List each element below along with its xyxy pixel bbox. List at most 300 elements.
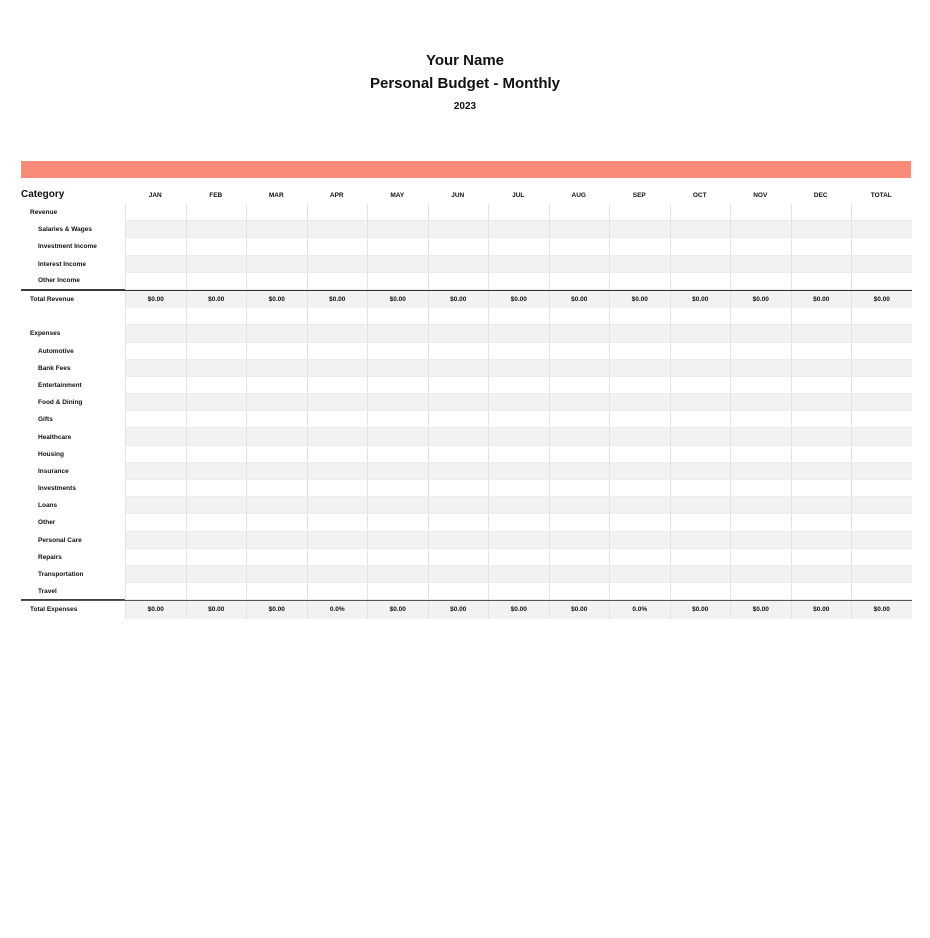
- cell-aug[interactable]: [549, 446, 610, 463]
- cell-oct[interactable]: [670, 463, 731, 480]
- cell-feb[interactable]: [186, 428, 247, 445]
- cell-apr[interactable]: [307, 360, 368, 377]
- cell-oct[interactable]: [670, 480, 731, 497]
- cell-dec[interactable]: [791, 549, 852, 566]
- cell-feb[interactable]: [186, 360, 247, 377]
- cell-sep[interactable]: [609, 360, 670, 377]
- cell-nov[interactable]: [730, 497, 791, 514]
- cell-may[interactable]: [367, 394, 428, 411]
- cell-oct[interactable]: [670, 428, 731, 445]
- cell-jun[interactable]: [428, 583, 489, 600]
- cell-jun[interactable]: [428, 446, 489, 463]
- cell-apr[interactable]: [307, 549, 368, 566]
- cell-jan[interactable]: [125, 360, 186, 377]
- cell-feb[interactable]: [186, 238, 247, 255]
- cell-total[interactable]: [851, 238, 912, 255]
- expense-item-row: [21, 583, 912, 600]
- cell-feb[interactable]: [186, 532, 247, 549]
- cell-dec[interactable]: [791, 497, 852, 514]
- cell-aug[interactable]: [549, 238, 610, 255]
- cell-oct[interactable]: [670, 394, 731, 411]
- cell-jan[interactable]: [125, 221, 186, 238]
- cell-apr[interactable]: [307, 411, 368, 428]
- cell-aug[interactable]: [549, 273, 610, 290]
- cell-dec[interactable]: [791, 325, 852, 342]
- cell-apr[interactable]: [307, 343, 368, 360]
- expense-item-row-label: Healthcare: [38, 433, 72, 441]
- cell-dec[interactable]: [791, 394, 852, 411]
- cell-total[interactable]: [851, 566, 912, 583]
- cell-aug[interactable]: [549, 411, 610, 428]
- cell-jun[interactable]: [428, 480, 489, 497]
- cell-total[interactable]: [851, 514, 912, 531]
- cell-sep[interactable]: [609, 325, 670, 342]
- cell-oct[interactable]: [670, 325, 731, 342]
- cell-jul[interactable]: [488, 221, 549, 238]
- total-revenue-sep: $0.00: [609, 291, 670, 308]
- cell-oct[interactable]: [670, 411, 731, 428]
- cell-jul[interactable]: [488, 497, 549, 514]
- cell-mar[interactable]: [246, 549, 307, 566]
- cell-mar[interactable]: [246, 325, 307, 342]
- cell-apr[interactable]: [307, 514, 368, 531]
- cell-feb[interactable]: [186, 446, 247, 463]
- cell-jun[interactable]: [428, 360, 489, 377]
- total-revenue-apr: $0.00: [307, 291, 368, 308]
- cell-jan[interactable]: [125, 583, 186, 600]
- cell-jul[interactable]: [488, 549, 549, 566]
- cell-oct[interactable]: [670, 343, 731, 360]
- cell-mar[interactable]: [246, 360, 307, 377]
- cell-dec[interactable]: [791, 273, 852, 290]
- cell-sep[interactable]: [609, 377, 670, 394]
- cell-aug[interactable]: [549, 463, 610, 480]
- cell-oct[interactable]: [670, 549, 731, 566]
- cell-apr[interactable]: [307, 463, 368, 480]
- cell-mar[interactable]: [246, 446, 307, 463]
- cell-aug[interactable]: [549, 514, 610, 531]
- cell-oct[interactable]: [670, 273, 731, 290]
- cell-jan[interactable]: [125, 566, 186, 583]
- cell-total[interactable]: [851, 411, 912, 428]
- cell-mar[interactable]: [246, 204, 307, 221]
- cell-apr[interactable]: [307, 325, 368, 342]
- cell-mar[interactable]: [246, 463, 307, 480]
- cell-jul[interactable]: [488, 446, 549, 463]
- cell-total[interactable]: [851, 428, 912, 445]
- month-header-dec: DEC: [813, 192, 828, 199]
- cell-aug[interactable]: [549, 221, 610, 238]
- cell-apr[interactable]: [307, 583, 368, 600]
- cell-dec[interactable]: [791, 411, 852, 428]
- cell-apr[interactable]: [307, 204, 368, 221]
- cell-total[interactable]: [851, 583, 912, 600]
- expense-item-row-label: Insurance: [38, 467, 69, 475]
- cell-mar[interactable]: [246, 428, 307, 445]
- cell-total[interactable]: [851, 394, 912, 411]
- cell-jan[interactable]: [125, 238, 186, 255]
- cell-dec[interactable]: [791, 360, 852, 377]
- cell-feb[interactable]: [186, 377, 247, 394]
- cell-feb[interactable]: [186, 497, 247, 514]
- cell-feb[interactable]: [186, 256, 247, 273]
- cell-jul[interactable]: [488, 308, 549, 325]
- cell-may[interactable]: [367, 463, 428, 480]
- cell-total[interactable]: [851, 256, 912, 273]
- cell-jun[interactable]: [428, 497, 489, 514]
- cell-nov[interactable]: [730, 221, 791, 238]
- cell-apr[interactable]: [307, 446, 368, 463]
- cell-may[interactable]: [367, 514, 428, 531]
- cell-oct[interactable]: [670, 566, 731, 583]
- cell-sep[interactable]: [609, 532, 670, 549]
- cell-sep[interactable]: [609, 273, 670, 290]
- cell-nov[interactable]: [730, 204, 791, 221]
- cell-apr[interactable]: [307, 238, 368, 255]
- cell-mar[interactable]: [246, 221, 307, 238]
- cell-dec[interactable]: [791, 583, 852, 600]
- cell-total[interactable]: [851, 325, 912, 342]
- cell-dec[interactable]: [791, 308, 852, 325]
- cell-jan[interactable]: [125, 428, 186, 445]
- cell-may[interactable]: [367, 566, 428, 583]
- cell-nov[interactable]: [730, 566, 791, 583]
- cell-feb[interactable]: [186, 394, 247, 411]
- cell-apr[interactable]: [307, 532, 368, 549]
- cell-jun[interactable]: [428, 308, 489, 325]
- cell-oct[interactable]: [670, 360, 731, 377]
- cell-jun[interactable]: [428, 463, 489, 480]
- cell-sep[interactable]: [609, 446, 670, 463]
- cell-jul[interactable]: [488, 343, 549, 360]
- cell-sep[interactable]: [609, 204, 670, 221]
- cell-aug[interactable]: [549, 360, 610, 377]
- cell-may[interactable]: [367, 480, 428, 497]
- cell-mar[interactable]: [246, 394, 307, 411]
- cell-apr[interactable]: [307, 428, 368, 445]
- cell-feb[interactable]: [186, 463, 247, 480]
- cell-aug[interactable]: [549, 394, 610, 411]
- cell-sep[interactable]: [609, 238, 670, 255]
- cell-jun[interactable]: [428, 273, 489, 290]
- cell-may[interactable]: [367, 360, 428, 377]
- cell-jul[interactable]: [488, 411, 549, 428]
- cell-nov[interactable]: [730, 308, 791, 325]
- cell-may[interactable]: [367, 532, 428, 549]
- cell-mar[interactable]: [246, 273, 307, 290]
- cell-jul[interactable]: [488, 377, 549, 394]
- expense-item-row: [21, 480, 912, 497]
- cell-nov[interactable]: [730, 549, 791, 566]
- cell-nov[interactable]: [730, 325, 791, 342]
- cell-apr[interactable]: [307, 273, 368, 290]
- cell-jun[interactable]: [428, 238, 489, 255]
- cell-nov[interactable]: [730, 428, 791, 445]
- cell-jun[interactable]: [428, 394, 489, 411]
- cell-may[interactable]: [367, 238, 428, 255]
- total-revenue-nov: $0.00: [730, 291, 791, 308]
- cell-jan[interactable]: [125, 497, 186, 514]
- cell-apr[interactable]: [307, 480, 368, 497]
- cell-feb[interactable]: [186, 221, 247, 238]
- cell-sep[interactable]: [609, 497, 670, 514]
- cell-aug[interactable]: [549, 480, 610, 497]
- cell-total[interactable]: [851, 343, 912, 360]
- cell-jan[interactable]: [125, 514, 186, 531]
- cell-nov[interactable]: [730, 446, 791, 463]
- cell-sep[interactable]: [609, 411, 670, 428]
- cell-total[interactable]: [851, 446, 912, 463]
- cell-total[interactable]: [851, 221, 912, 238]
- cell-jan[interactable]: [125, 549, 186, 566]
- cell-may[interactable]: [367, 221, 428, 238]
- cell-jan[interactable]: [125, 273, 186, 290]
- cell-jul[interactable]: [488, 256, 549, 273]
- cell-dec[interactable]: [791, 377, 852, 394]
- cell-oct[interactable]: [670, 238, 731, 255]
- cell-may[interactable]: [367, 325, 428, 342]
- cell-sep[interactable]: [609, 549, 670, 566]
- cell-jun[interactable]: [428, 221, 489, 238]
- cell-mar[interactable]: [246, 238, 307, 255]
- cell-oct[interactable]: [670, 308, 731, 325]
- cell-jul[interactable]: [488, 480, 549, 497]
- cell-dec[interactable]: [791, 480, 852, 497]
- cell-jul[interactable]: [488, 325, 549, 342]
- cell-total[interactable]: [851, 480, 912, 497]
- cell-jun[interactable]: [428, 343, 489, 360]
- cell-jun[interactable]: [428, 377, 489, 394]
- cell-jul[interactable]: [488, 514, 549, 531]
- cell-sep[interactable]: [609, 221, 670, 238]
- cell-nov[interactable]: [730, 377, 791, 394]
- month-header-feb: FEB: [209, 192, 223, 199]
- cell-total[interactable]: [851, 497, 912, 514]
- cell-nov[interactable]: [730, 256, 791, 273]
- cell-apr[interactable]: [307, 256, 368, 273]
- cell-jul[interactable]: [488, 238, 549, 255]
- cell-feb[interactable]: [186, 566, 247, 583]
- cell-mar[interactable]: [246, 583, 307, 600]
- cell-sep[interactable]: [609, 480, 670, 497]
- cell-apr[interactable]: [307, 221, 368, 238]
- cell-jul[interactable]: [488, 583, 549, 600]
- cell-mar[interactable]: [246, 514, 307, 531]
- cell-mar[interactable]: [246, 308, 307, 325]
- cell-nov[interactable]: [730, 532, 791, 549]
- cell-may[interactable]: [367, 583, 428, 600]
- cell-mar[interactable]: [246, 532, 307, 549]
- cell-jul[interactable]: [488, 566, 549, 583]
- cell-aug[interactable]: [549, 428, 610, 445]
- cell-dec[interactable]: [791, 428, 852, 445]
- cell-mar[interactable]: [246, 480, 307, 497]
- cell-may[interactable]: [367, 549, 428, 566]
- cell-dec[interactable]: [791, 204, 852, 221]
- cell-aug[interactable]: [549, 204, 610, 221]
- cell-nov[interactable]: [730, 238, 791, 255]
- cell-apr[interactable]: [307, 394, 368, 411]
- cell-aug[interactable]: [549, 325, 610, 342]
- cell-aug[interactable]: [549, 583, 610, 600]
- cell-mar[interactable]: [246, 256, 307, 273]
- cell-jun[interactable]: [428, 325, 489, 342]
- cell-sep[interactable]: [609, 256, 670, 273]
- cell-dec[interactable]: [791, 343, 852, 360]
- cell-sep[interactable]: [609, 514, 670, 531]
- cell-sep[interactable]: [609, 428, 670, 445]
- cell-nov[interactable]: [730, 394, 791, 411]
- cell-oct[interactable]: [670, 377, 731, 394]
- cell-apr[interactable]: [307, 377, 368, 394]
- cell-oct[interactable]: [670, 583, 731, 600]
- cell-jun[interactable]: [428, 428, 489, 445]
- cell-jan[interactable]: [125, 377, 186, 394]
- cell-oct[interactable]: [670, 497, 731, 514]
- cell-feb[interactable]: [186, 583, 247, 600]
- cell-may[interactable]: [367, 497, 428, 514]
- cell-total[interactable]: [851, 532, 912, 549]
- cell-aug[interactable]: [549, 377, 610, 394]
- cell-total[interactable]: [851, 377, 912, 394]
- cell-oct[interactable]: [670, 446, 731, 463]
- cell-jun[interactable]: [428, 566, 489, 583]
- cell-aug[interactable]: [549, 256, 610, 273]
- cell-feb[interactable]: [186, 549, 247, 566]
- cell-oct[interactable]: [670, 532, 731, 549]
- cell-jun[interactable]: [428, 256, 489, 273]
- cell-jun[interactable]: [428, 532, 489, 549]
- cell-may[interactable]: [367, 446, 428, 463]
- cell-may[interactable]: [367, 428, 428, 445]
- cell-dec[interactable]: [791, 463, 852, 480]
- cell-jan[interactable]: [125, 463, 186, 480]
- cell-nov[interactable]: [730, 583, 791, 600]
- cell-oct[interactable]: [670, 221, 731, 238]
- cell-feb[interactable]: [186, 204, 247, 221]
- cell-dec[interactable]: [791, 446, 852, 463]
- cell-aug[interactable]: [549, 308, 610, 325]
- cell-jan[interactable]: [125, 394, 186, 411]
- cell-mar[interactable]: [246, 411, 307, 428]
- cell-jan[interactable]: [125, 343, 186, 360]
- cell-mar[interactable]: [246, 497, 307, 514]
- cell-feb[interactable]: [186, 325, 247, 342]
- cell-apr[interactable]: [307, 308, 368, 325]
- cell-nov[interactable]: [730, 343, 791, 360]
- cell-jan[interactable]: [125, 325, 186, 342]
- cell-jan[interactable]: [125, 204, 186, 221]
- expense-item-row: [21, 360, 912, 377]
- cell-jun[interactable]: [428, 514, 489, 531]
- cell-sep[interactable]: [609, 394, 670, 411]
- cell-sep[interactable]: [609, 463, 670, 480]
- cell-jul[interactable]: [488, 463, 549, 480]
- cell-jul[interactable]: [488, 273, 549, 290]
- cell-sep[interactable]: [609, 583, 670, 600]
- cell-nov[interactable]: [730, 360, 791, 377]
- cell-mar[interactable]: [246, 343, 307, 360]
- expense-item-row: [21, 463, 912, 480]
- total-expenses-mar: $0.00: [246, 601, 307, 618]
- cell-jan[interactable]: [125, 480, 186, 497]
- cell-may[interactable]: [367, 256, 428, 273]
- cell-feb[interactable]: [186, 343, 247, 360]
- cell-dec[interactable]: [791, 256, 852, 273]
- cell-may[interactable]: [367, 343, 428, 360]
- cell-aug[interactable]: [549, 549, 610, 566]
- cell-may[interactable]: [367, 308, 428, 325]
- cell-aug[interactable]: [549, 343, 610, 360]
- cell-may[interactable]: [367, 411, 428, 428]
- cell-aug[interactable]: [549, 532, 610, 549]
- cell-feb[interactable]: [186, 514, 247, 531]
- cell-may[interactable]: [367, 273, 428, 290]
- cell-jan[interactable]: [125, 308, 186, 325]
- cell-feb[interactable]: [186, 411, 247, 428]
- cell-oct[interactable]: [670, 514, 731, 531]
- cell-may[interactable]: [367, 204, 428, 221]
- cell-mar[interactable]: [246, 377, 307, 394]
- cell-jul[interactable]: [488, 394, 549, 411]
- cell-jul[interactable]: [488, 204, 549, 221]
- cell-jan[interactable]: [125, 411, 186, 428]
- cell-nov[interactable]: [730, 463, 791, 480]
- cell-oct[interactable]: [670, 204, 731, 221]
- cell-dec[interactable]: [791, 532, 852, 549]
- cell-sep[interactable]: [609, 566, 670, 583]
- cell-feb[interactable]: [186, 273, 247, 290]
- cell-total[interactable]: [851, 360, 912, 377]
- cell-apr[interactable]: [307, 497, 368, 514]
- month-header-aug: AUG: [571, 192, 586, 199]
- cell-dec[interactable]: [791, 221, 852, 238]
- cell-aug[interactable]: [549, 497, 610, 514]
- cell-dec[interactable]: [791, 566, 852, 583]
- cell-nov[interactable]: [730, 273, 791, 290]
- cell-feb[interactable]: [186, 480, 247, 497]
- cell-sep[interactable]: [609, 308, 670, 325]
- expenses-section-row-label: Expenses: [30, 330, 61, 338]
- cell-dec[interactable]: [791, 238, 852, 255]
- cell-may[interactable]: [367, 377, 428, 394]
- cell-nov[interactable]: [730, 411, 791, 428]
- cell-jun[interactable]: [428, 549, 489, 566]
- cell-jan[interactable]: [125, 532, 186, 549]
- cell-total[interactable]: [851, 308, 912, 325]
- cell-apr[interactable]: [307, 566, 368, 583]
- cell-jun[interactable]: [428, 411, 489, 428]
- cell-total[interactable]: [851, 273, 912, 290]
- cell-jul[interactable]: [488, 360, 549, 377]
- cell-sep[interactable]: [609, 343, 670, 360]
- cell-nov[interactable]: [730, 480, 791, 497]
- cell-jul[interactable]: [488, 428, 549, 445]
- cell-total[interactable]: [851, 463, 912, 480]
- cell-dec[interactable]: [791, 514, 852, 531]
- cell-aug[interactable]: [549, 566, 610, 583]
- cell-oct[interactable]: [670, 256, 731, 273]
- cell-jan[interactable]: [125, 256, 186, 273]
- cell-jun[interactable]: [428, 204, 489, 221]
- cell-nov[interactable]: [730, 514, 791, 531]
- cell-mar[interactable]: [246, 566, 307, 583]
- cell-total[interactable]: [851, 549, 912, 566]
- cell-total[interactable]: [851, 204, 912, 221]
- cell-jul[interactable]: [488, 532, 549, 549]
- cell-jan[interactable]: [125, 446, 186, 463]
- cell-feb[interactable]: [186, 308, 247, 325]
